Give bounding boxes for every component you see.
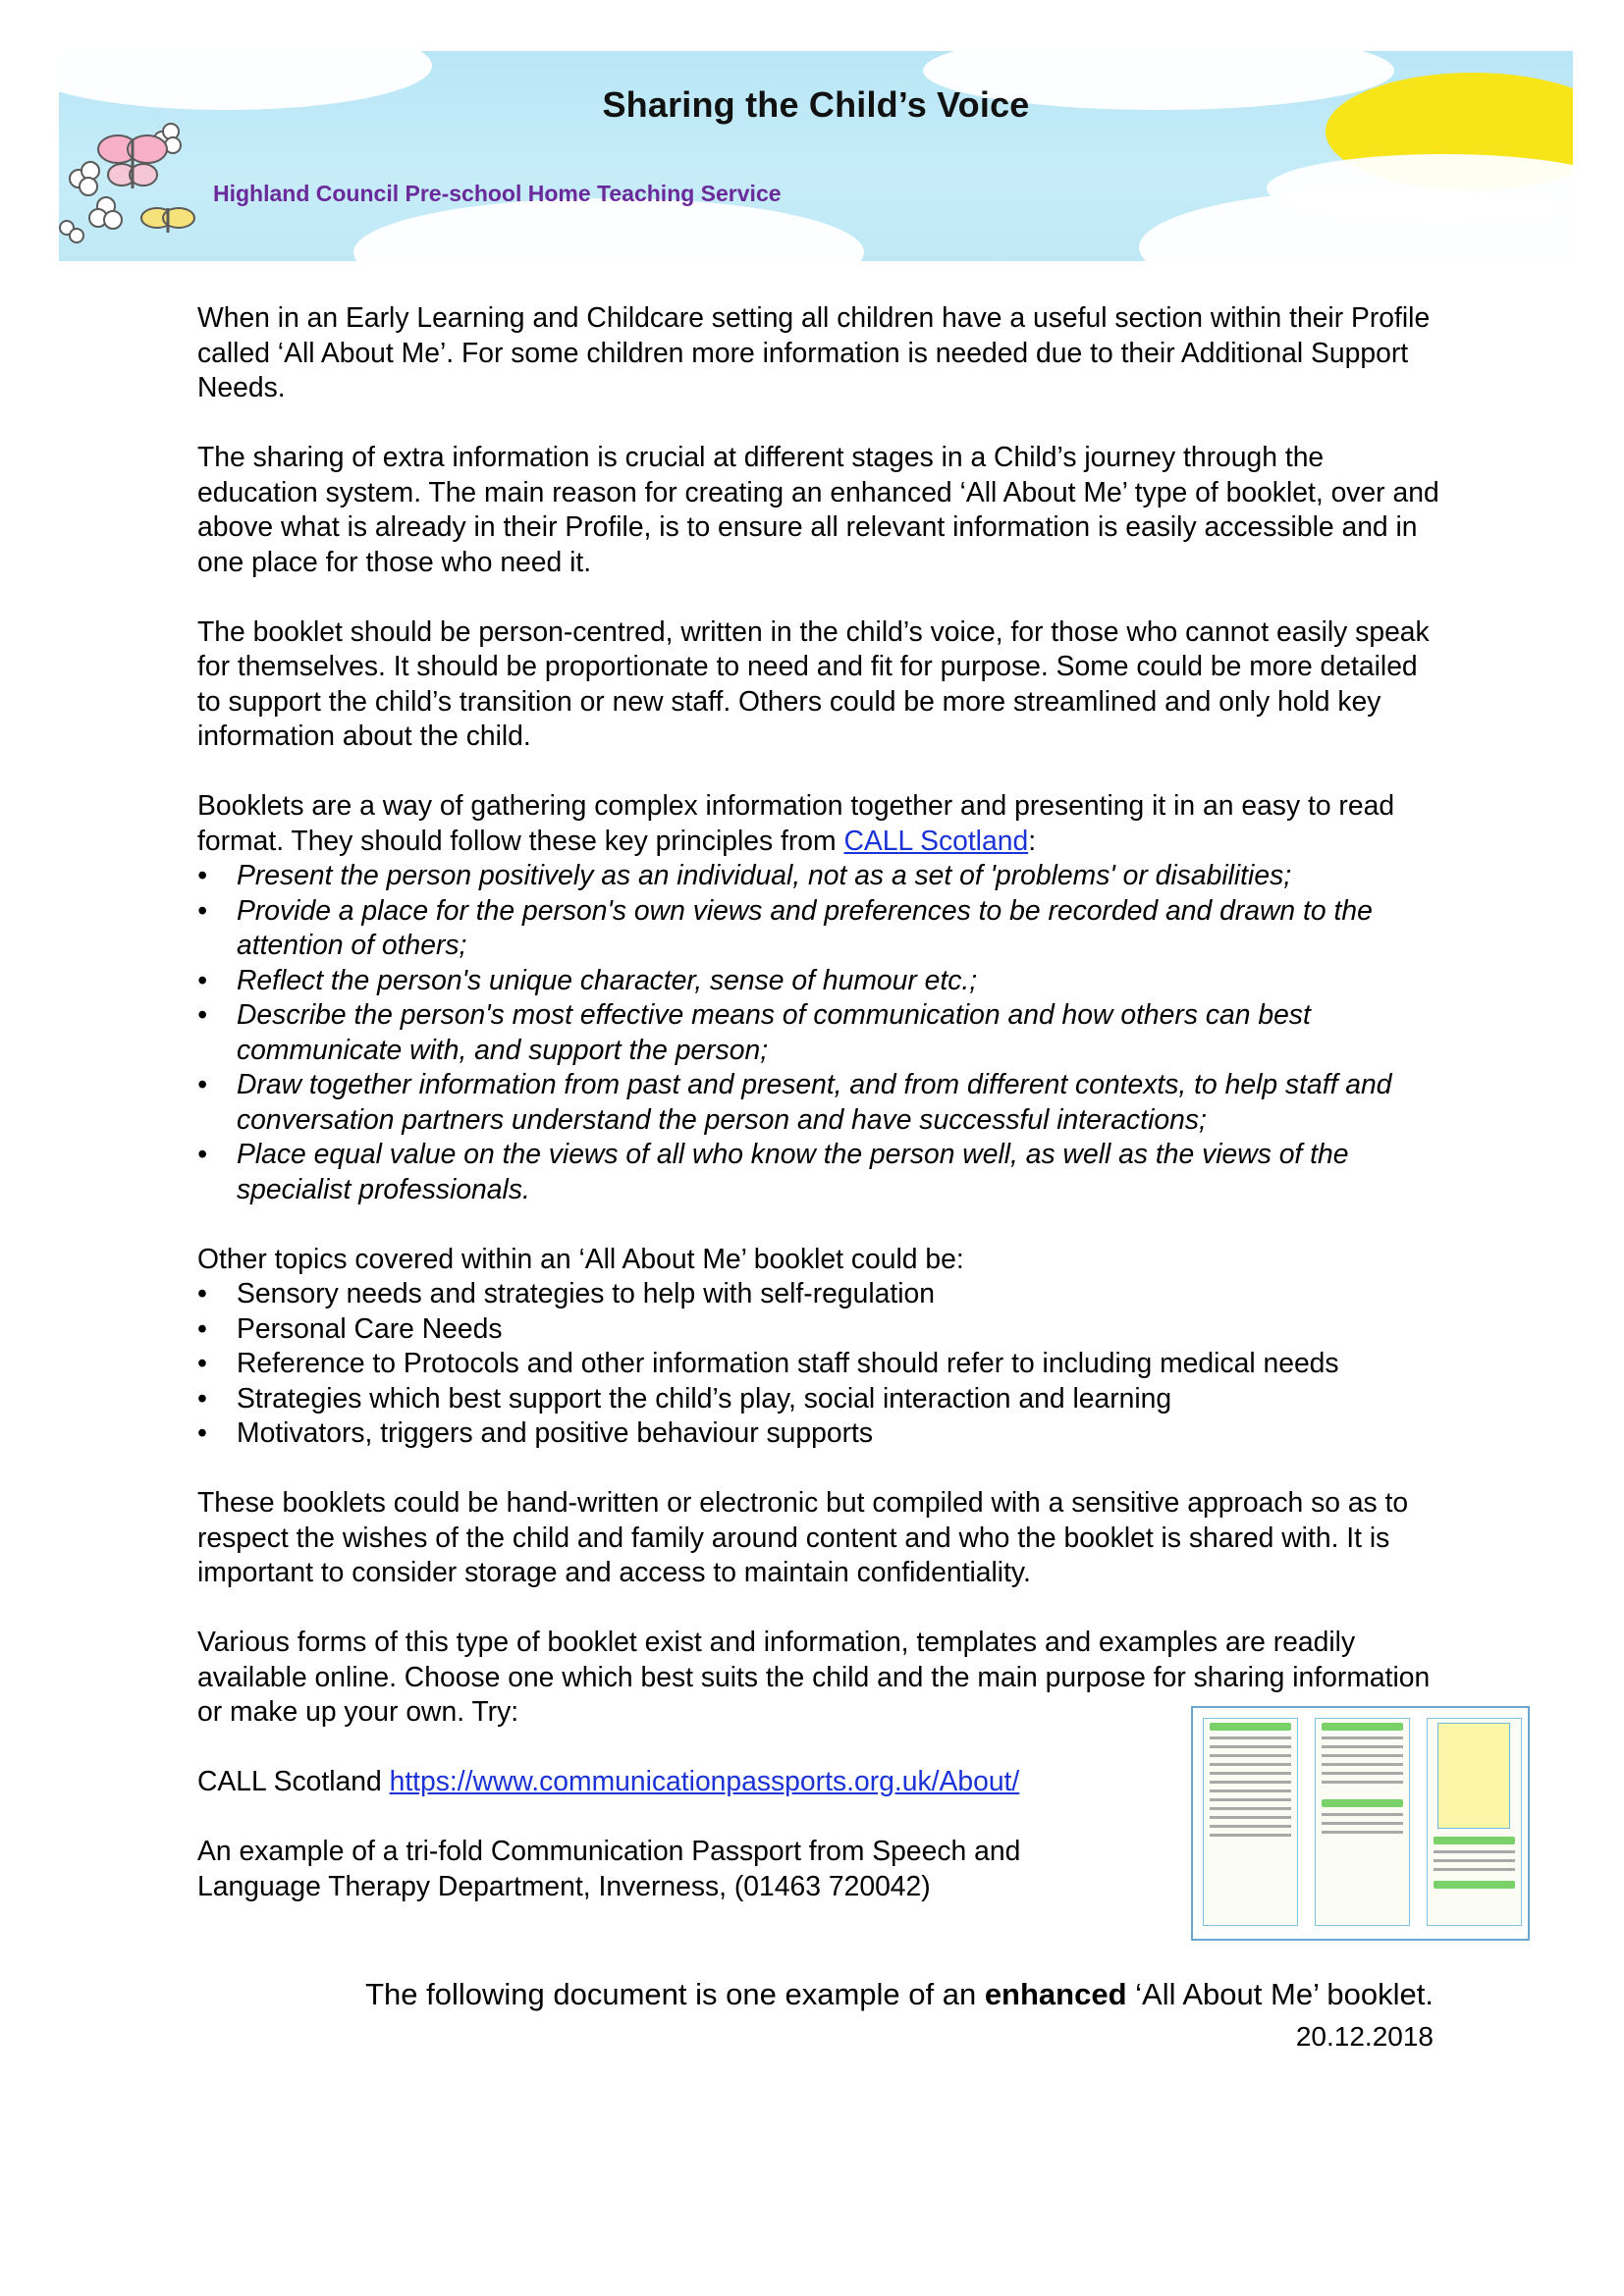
list-item: • Motivators, triggers and positive behaviour supports [197, 1415, 1444, 1451]
passport-panel [1203, 1718, 1298, 1926]
list-item: • Reference to Protocols and other information staff should refer to including medical needs [197, 1346, 1444, 1381]
paragraph: These booklets could be hand-written or electronic but compiled with a sensitive approach so as to respect the wishes of the child and family around content and who the booklet is shared with. It is important to consider storage and access to maintain confidentiality. [197, 1486, 1409, 1587]
text-line [1210, 1807, 1291, 1810]
text-line [1210, 1798, 1291, 1801]
list-item: • Provide a place for the person's own views and preferences to be recorded and drawn to the attention of others; [197, 893, 1444, 963]
communication-passport-thumbnail [1191, 1706, 1530, 1941]
passport-panel [1427, 1718, 1522, 1926]
principles-list [197, 858, 1444, 1206]
text-line [1210, 1834, 1291, 1837]
list-item: • Describe the person's most effective means of communication and how others can best communicate with, and support the person; [197, 997, 1444, 1067]
text-line [1322, 1813, 1403, 1816]
topics-list [197, 1276, 1444, 1451]
header-banner [59, 51, 1573, 261]
paragraph: Other topics covered within an ‘All About Me’ booklet could be: [197, 1242, 964, 1274]
text-line [1322, 1822, 1403, 1825]
paragraph: An example of a tri-fold Communication Passport from Speech and Language Therapy Department, Inverness, (01463 720042) [197, 1835, 1021, 1901]
communication-passports-link[interactable]: https://www.communicationpassports.org.uk/About/ [389, 1765, 1020, 1796]
text-line [1322, 1763, 1403, 1766]
paragraph-text: Booklets are a way of gathering complex information together and presenting it in an easy to read format. They should follow these key principles from [197, 789, 1395, 856]
list-item: • Sensory needs and strategies to help with self-regulation [197, 1276, 1444, 1311]
paragraph: The sharing of extra information is crucial at different stages in a Child’s journey through the education system. The main reason for creating an enhanced ‘All About Me’ type of booklet, over and above what is already in their Profile, is to ensure all relevant information is easily accessible and in one place for those who need it. [197, 441, 1439, 577]
closing-text: The following document is one example of an [365, 1977, 985, 2011]
text-line [1322, 1781, 1403, 1784]
page-title: Sharing the Child’s Voice [602, 84, 1030, 125]
text-line [1322, 1754, 1403, 1757]
passport-panel [1315, 1718, 1410, 1926]
text-line [1210, 1816, 1291, 1819]
panel-heading-bar [1322, 1723, 1403, 1731]
paragraph: Various forms of this type of booklet exist and information, templates and examples are readily available online. Choose one which best suits the child and the main purpose for sharing information or make up your own. Try: [197, 1626, 1431, 1727]
paragraph [197, 788, 1444, 858]
closing-statement [275, 1977, 1434, 2012]
text-line [1210, 1745, 1291, 1748]
cloud-shape [353, 198, 864, 261]
text-line [1210, 1763, 1291, 1766]
text-line [1210, 1772, 1291, 1775]
paragraph-text: CALL Scotland [197, 1765, 390, 1796]
text-line [1210, 1781, 1291, 1784]
text-line [1434, 1850, 1515, 1853]
text-line [1210, 1825, 1291, 1828]
closing-text: ‘All About Me’ booklet. [1126, 1977, 1434, 2011]
list-item: • Present the person positively as an individual, not as a set of 'problems' or disabilities; [197, 858, 1444, 893]
text-line [1322, 1772, 1403, 1775]
text-line [1210, 1754, 1291, 1757]
document-body [197, 300, 1444, 1939]
butterfly-flowers-logo [59, 110, 206, 257]
panel-heading-bar [1434, 1881, 1515, 1889]
paragraph: When in an Early Learning and Childcare setting all children have a useful section within their Profile called ‘All About Me’. For some children more information is needed due to their Additional Support Needs. [197, 301, 1431, 402]
photo-placeholder [1437, 1723, 1510, 1829]
text-line [1210, 1736, 1291, 1739]
text-line [1322, 1831, 1403, 1834]
panel-heading-bar [1210, 1723, 1291, 1731]
document-date: 20.12.2018 [1295, 2021, 1434, 2052]
list-item: • Reflect the person's unique character, sense of humour etc.; [197, 963, 1444, 998]
text-line [1434, 1868, 1515, 1871]
text-line [1322, 1745, 1403, 1748]
closing-emphasis: enhanced [984, 1977, 1127, 2011]
call-scotland-link[interactable]: CALL Scotland [843, 824, 1029, 856]
text-line [1434, 1859, 1515, 1862]
panel-heading-bar [1322, 1799, 1403, 1807]
panel-heading-bar [1434, 1837, 1515, 1844]
paragraph-text: : [1028, 824, 1037, 856]
text-line [1322, 1736, 1403, 1739]
list-item: • Personal Care Needs [197, 1311, 1444, 1347]
list-item: • Strategies which best support the child’s play, social interaction and learning [197, 1381, 1444, 1416]
text-line [1210, 1789, 1291, 1792]
list-item: • Place equal value on the views of all who know the person well, as well as the views of the specialist professionals. [197, 1137, 1444, 1206]
page-subtitle: Highland Council Pre-school Home Teaching Service [213, 181, 782, 206]
paragraph: The booklet should be person-centred, written in the child’s voice, for those who cannot easily speak for themselves. It should be proportionate to need and fit for purpose. Some could be more detailed to support the child’s transition or new staff. Others could be more streamlined and only hold key information about the child. [197, 614, 1430, 751]
list-item: • Draw together information from past and present, and from different contexts, to help staff and conversation partners understand the person and have successful interactions; [197, 1067, 1444, 1137]
